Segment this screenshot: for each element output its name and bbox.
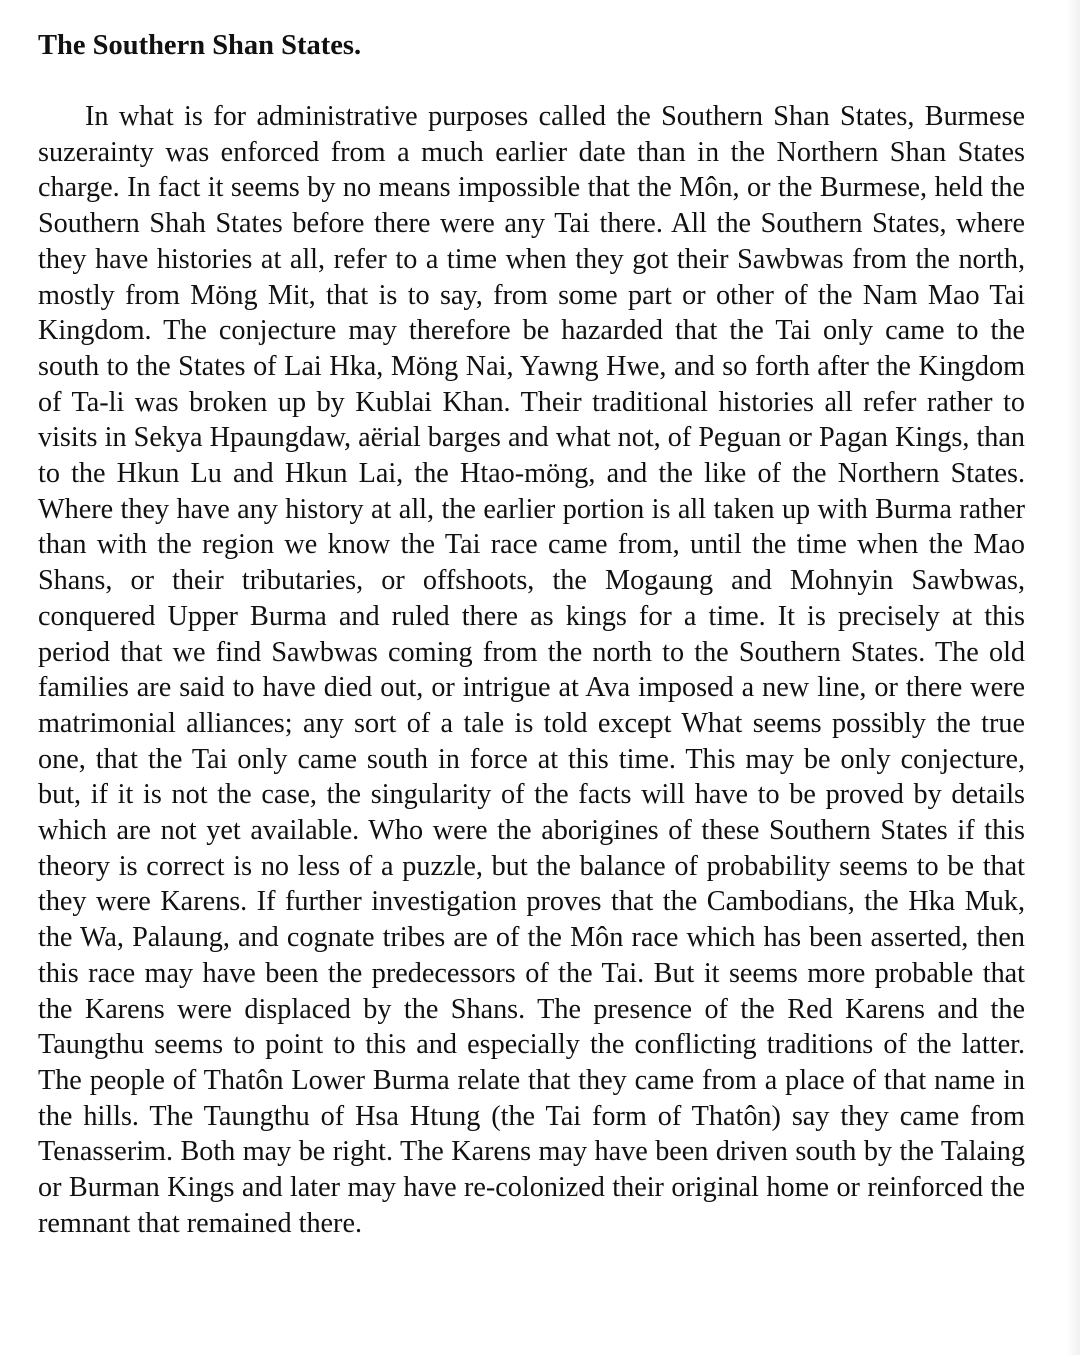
document-content	[38, 28, 1025, 1242]
section-heading: The Southern Shan States.	[38, 30, 362, 61]
body-paragraph: In what is for administrative purposes called the Southern Shan States, Burmese suzerainty was enforced from a much earlier date than in the Northern Shan States charge. In fact it seems by no means impossible that the Môn, or the Burmese, held the Southern Shah States before there were any Tai there. All the Southern States, where they have histories at all, refer to a time when they got their Sawbwas from the north, mostly from Möng Mit, that is to say, from some part or other of the Nam Mao Tai Kingdom. The conjecture may therefore be hazarded that the Tai only came to the south to the States of Lai Hka, Möng Nai, Yawng Hwe, and so forth after the Kingdom of Ta-li was broken up by Kublai Khan. Their traditional histories all refer rather to visits in Sekya Hpaungdaw, aërial barges and what not, of Peguan or Pagan Kings, than to the Hkun Lu and Hkun Lai, the Htao-möng, and the like of the Northern States. Where they have any history at all, the earlier portion is all taken up with Burma rather than with the region we know the Tai race came from, until the time when the Mao Shans, or their tributaries, or offshoots, the Mogaung and Mohnyin Sawbwas, conquered Upper Burma and ruled there as kings for a time. It is precisely at this period that we find Sawbwas coming from the north to the Southern States. The old families are said to have died out, or intrigue at Ava imposed a new line, or there were matrimonial alliances; any sort of a tale is told except What seems possibly the true one, that the Tai only came south in force at this time. This may be only conjecture, but, if it is not the case, the singularity of the facts will have to be proved by details which are not yet available. Who were the aborigines of these Southern States if this theory is correct is no less of a puzzle, but the balance of probability seems to be that they were Karens. If further investigation proves that the Cambodians, the Hka Muk, the Wa, Palaung, and cognate tribes are of the Môn race which has been asserted, then this race may have been the predecessors of the Tai. But it seems more probable that the Karens were displaced by the Shans. The presence of the Red Karens and the Taungthu seems to point to this and especially the conflicting traditions of the latter. The people of Thatôn Lower Burma relate that they came from a place of that name in the hills. The Taungthu of Hsa Htung (the Tai form of Thatôn) say they came from Tenasserim. Both may be right. The Karens may have been driven south by the Talaing or Burman Kings and later may have re-colonized their original home or reinforced the remnant that remained there.	[38, 101, 1025, 1239]
page-edge-shadow	[1066, 0, 1080, 1355]
